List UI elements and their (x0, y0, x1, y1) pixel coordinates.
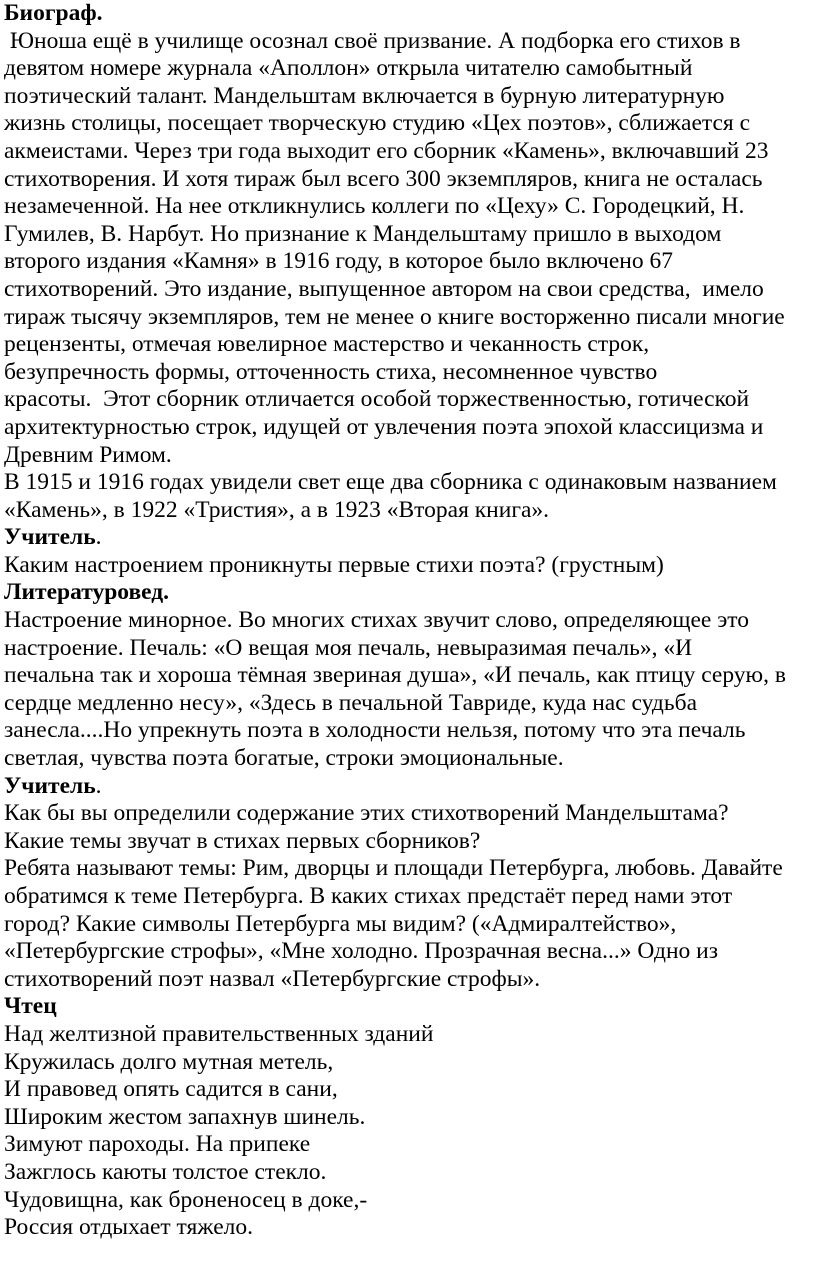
heading-text: Учитель (4, 524, 96, 551)
poem-line: И правовед опять садится в сани, (4, 1076, 338, 1103)
paragraph-line: В 1915 и 1916 годах увидели свет еще два сборника с одинаковым названием (4, 469, 777, 496)
paragraph-line: город? Какие символы Петербурга мы видим? («Адмиралтейство», (4, 910, 677, 937)
paragraph-line: светлая, чувства поэта богатые, строки эмоциональные. (4, 745, 564, 772)
poem-line: Широким жестом запахнув шинель. (4, 1103, 366, 1130)
poem-line: Над желтизной правительственных зданий (4, 1020, 434, 1047)
poem-line: Зимуют пароходы. На припеке (4, 1131, 311, 1158)
heading-text: Учитель (4, 772, 96, 799)
paragraph-line: «Петербургские строфы», «Мне холодно. Прозрачная весна...» Одно из (4, 938, 719, 965)
heading-punct: . (95, 772, 102, 799)
paragraph-line: Как бы вы определили содержание этих стихотворений Мандельштама? (4, 800, 729, 827)
section-biographer (4, 0, 816, 524)
paragraph-line: рецензенты, отмечая ювелирное мастерство и чеканность строк, (4, 331, 650, 358)
paragraph-line: Настроение минорное. Во многих стихах звучит слово, определяющее это (4, 607, 750, 634)
paragraph-line: занесла....Но упрекнуть поэта в холодности нельзя, потому что эта печаль (4, 717, 746, 744)
section-heading-reader: Чтец (4, 993, 57, 1020)
paragraph-line: Ребята называют темы: Рим, дворцы и площади Петербурга, любовь. Давайте (4, 855, 783, 882)
section-teacher-1 (4, 524, 816, 579)
paragraph-line: Гумилев, В. Нарбут. Но признание к Мандельштаму пришло в выходом (4, 220, 722, 247)
paragraph-line: печальна так и хороша тёмная звериная душа», «И печаль, как птицу серую, в (4, 662, 786, 689)
paragraph-line: сердце медленно несу», «Здесь в печальной Тавриде, куда нас судьба (4, 689, 697, 716)
poem-line: Кружилась долго мутная метель, (4, 1048, 334, 1075)
paragraph-line: Юноша ещё в училище осознал своё призвание. А подборка его стихов в (4, 27, 741, 54)
paragraph-line: стихотворений. Это издание, выпущенное автором на свои средства, имело (4, 275, 764, 302)
paragraph-line: Какие темы звучат в стихах первых сборников? (4, 827, 481, 854)
paragraph-line: обратимся к теме Петербурга. В каких стихах предстаёт перед нами этот (4, 883, 733, 909)
paragraph-line: девятом номере журнала «Аполлон» открыла читателю самобытный (4, 55, 693, 82)
paragraph-line: «Камень», в 1922 «Тристия», а в 1923 «Вторая книга». (4, 496, 550, 523)
section-teacher-2 (4, 773, 816, 994)
paragraph-line: незамеченной. На нее откликнулись коллеги по «Цеху» С. Городецкий, Н. (4, 193, 745, 220)
section-heading-teacher (4, 524, 816, 552)
paragraph-line: второго издания «Камня» в 1916 году, в которое было включено 67 (4, 248, 673, 275)
paragraph-line: стихотворений поэт назвал «Петербургские строфы». (4, 965, 541, 992)
paragraph-line: Каким настроением проникнуты первые стихи поэта? (грустным) (4, 551, 664, 578)
section-heading-biographer: Биограф. (4, 0, 103, 26)
poem-line: Чудовищна, как броненосец в доке,- (4, 1186, 368, 1213)
paragraph-line: тираж тысячу экземпляров, тем не менее о книге восторженно писали многие (4, 303, 785, 330)
paragraph-line: безупречность формы, отточенность стиха, несомненное чувство (4, 358, 658, 385)
section-reader (4, 993, 816, 1241)
paragraph-line: поэтический талант. Мандельштам включается в бурную литературную (4, 82, 725, 109)
paragraph-line: акмеистами. Через три года выходит его сборник «Камень», включавший 23 (4, 137, 769, 164)
section-heading-literary-critic: Литературовед. (4, 579, 170, 606)
poem-line: Россия отдыхает тяжело. (4, 1214, 254, 1241)
section-literary-critic (4, 579, 816, 772)
paragraph-line: настроение. Печаль: «О вещая моя печаль, невыразимая печаль», «И (4, 634, 693, 661)
paragraph-line: Древним Римом. (4, 441, 172, 468)
paragraph-line: жизнь столицы, посещает творческую студию «Цех поэтов», сближается с (4, 110, 751, 137)
paragraph-line: красоты. Этот сборник отличается особой торжественностью, готической (4, 386, 750, 413)
paragraph-line: архитектурностью строк, идущей от увлечения поэта эпохой классицизма и (4, 413, 764, 440)
heading-punct: . (95, 524, 102, 551)
paragraph-line: стихотворения. И хотя тираж был всего 300 экземпляров, книга не осталась (4, 165, 763, 192)
section-heading-teacher (4, 773, 816, 801)
poem-line: Зажглось каюты толстое стекло. (4, 1158, 327, 1185)
